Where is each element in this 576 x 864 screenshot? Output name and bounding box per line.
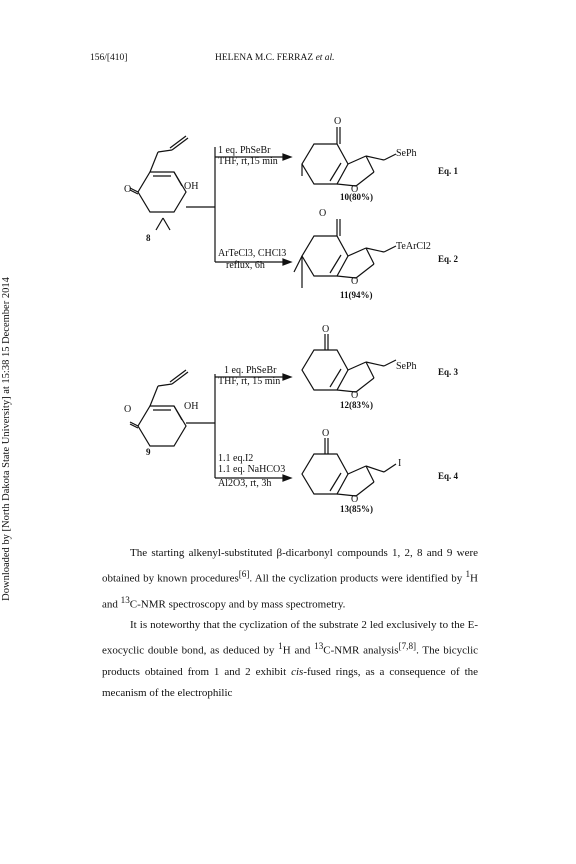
sm9-oh-label: OH	[184, 401, 199, 412]
et-al: et al.	[315, 53, 335, 63]
svg-text:O: O	[351, 494, 359, 505]
body-text	[102, 543, 478, 704]
compound-8-structure	[124, 136, 198, 243]
eq1-substituent: SePh	[396, 148, 417, 159]
svg-text:O: O	[322, 324, 330, 335]
page-number: 156/[410]	[90, 53, 128, 63]
paragraph-1: The starting alkenyl-substituted β-dicarbonyl compounds 1, 2, 8 and 9 were obtained by known procedures[6]. All the cyclization products were identified by $^1$H and $^{13}$C-NMR spectroscopy and by mass spectrometry.	[102, 547, 478, 611]
svg-text:O: O	[351, 390, 359, 401]
compound-8-label: 8	[146, 233, 151, 243]
compound-10-structure	[302, 116, 459, 202]
compound-9-label: 9	[146, 447, 151, 457]
compound-13-structure	[302, 428, 459, 514]
eq1-reagent-2: THF, rt,15 min	[218, 156, 278, 167]
svg-text:O: O	[351, 184, 359, 195]
eq2-substituent: TeArCl2	[396, 241, 431, 252]
eq4-reagent-1: 1.1 eq.I2	[218, 453, 254, 464]
svg-text:O: O	[319, 208, 327, 219]
product-12-label: 12(83%)	[340, 400, 373, 410]
eq4-substituent: I	[398, 458, 402, 469]
eq2-reagent-2: reflux, 6h	[226, 260, 265, 271]
compound-12-structure	[302, 324, 459, 410]
paragraph-2: It is noteworthy that the cyclization of the substrate 2 led exclusively to the E-exocyclic double bond, as deduced by $^1$H and $^{13}$C-NMR analysis[7,8]. The bicyclic products obtained from 1 and 2 exhibit cis-fused rings, as a consequence of the mecanism of the electrophilic	[102, 619, 479, 699]
compound-9-structure	[124, 370, 198, 457]
citation: [6]	[238, 569, 250, 579]
eq3-number: Eq. 3	[438, 367, 459, 377]
svg-text:O: O	[322, 428, 330, 439]
eq3-substituent: SePh	[396, 361, 417, 372]
compound-11-structure	[294, 208, 459, 300]
download-watermark: Downloaded by [North Dakota State University] at 15:38 15 December 2014	[1, 277, 12, 601]
eq4-number: Eq. 4	[438, 471, 459, 481]
product-10-label: 10(80%)	[340, 192, 373, 202]
citation: [7,8]	[398, 641, 417, 652]
eq1-number: Eq. 1	[438, 166, 459, 176]
sm8-oxygen-label: O	[124, 184, 132, 195]
sm8-oh-label: OH	[184, 181, 199, 192]
author-name: HELENA M.C. FERRAZ	[215, 53, 314, 63]
eq1-reagent-1: 1 eq. PhSeBr	[218, 145, 271, 156]
eq3-reagent-1: 1 eq. PhSeBr	[224, 365, 277, 376]
eq2-reagent-1: ArTeCl3, CHCl3	[218, 248, 287, 259]
eq4-reagent-3: Al2O3, rt, 3h	[218, 478, 272, 489]
eq2-number: Eq. 2	[438, 254, 459, 264]
svg-text:O: O	[334, 116, 342, 127]
sm9-oxygen-label: O	[124, 404, 132, 415]
svg-text:O: O	[351, 276, 359, 287]
eq3-reagent-2: THF, rt, 15 min	[218, 376, 281, 387]
product-11-label: 11(94%)	[340, 290, 373, 300]
eq4-reagent-2: 1.1 eq. NaHCO3	[218, 464, 286, 475]
product-13-label: 13(85%)	[340, 504, 373, 514]
